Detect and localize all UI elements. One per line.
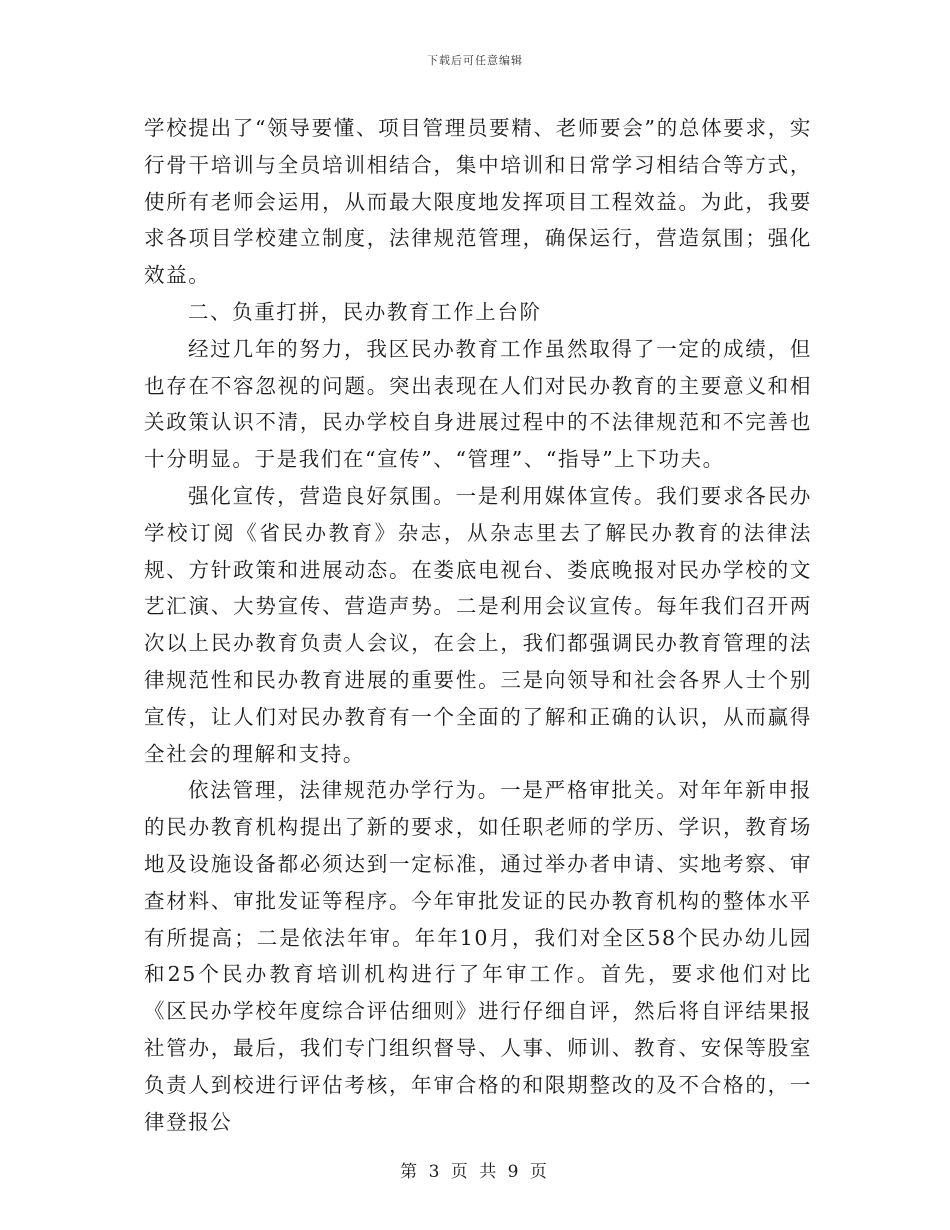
page-number: 第 3 页 共 9 页 — [400, 1162, 550, 1182]
section-heading: 二、负重打拼，民办教育工作上台阶 — [188, 299, 542, 324]
paragraph-continuation: 学校提出了“领导要懂、项目管理员要精、老师要会”的总体要求，实行骨干培训与全员培训相结合，集中培训和日常学习相结合等方式，使所有老师会运用，从而最大限度地发挥项目工程效益。为此，我要求各项目学校建立制度，法律规范管理，确保运行，营造氛围；强化效益。 — [144, 116, 812, 288]
document-body — [144, 110, 812, 1140]
paragraph-publicity: 强化宣传，营造良好氛围。一是利用媒体宣传。我们要求各民办学校订阅《省民办教育》杂志，从杂志里去了解民办教育的法律法规、方针政策和进展动态。在娄底电视台、娄底晚报对民办学校的文艺汇演、大势宣传、营造声势。二是利用会议宣传。每年我们召开两次以上民办教育负责人会议，在会上，我们都强调民办教育管理的法律规范性和民办教育进展的重要性。三是向领导和社会各界人士个别宣传，让人们对民办教育有一个全面的了解和正确的认识，从而赢得全社会的理解和支持。 — [144, 483, 812, 766]
paragraph-management: 依法管理，法律规范办学行为。一是严格审批关。对年年新申报的民办教育机构提出了新的要求，如任职老师的学历、学识，教育场地及设施设备都必须达到一定标准，通过举办者申请、实地考察、审查材料、审批发证等程序。今年审批发证的民办教育机构的整体水平有所提高；二是依法年审。年年10月，我们对全区58个民办幼儿园和25个民办教育培训机构进行了年审工作。首先，要求他们对比《区民办学校年度综合评估细则》进行仔细自评，然后将自评结果报社管办，最后，我们专门组织督导、人事、师训、教育、安保等股室负责人到校进行评估考核，年审合格的和限期整改的及不合格的，一律登报公 — [144, 778, 812, 1134]
page-header: 下载后可任意编辑 — [427, 54, 523, 67]
paragraph-problems: 经过几年的努力，我区民办教育工作虽然取得了一定的成绩，但也存在不容忽视的问题。突出表现在人们对民办教育的主要意义和相关政策认识不清，民办学校自身进展过程中的不法律规范和不完善也十分明显。于是我们在“宣传”、“管理”、“指导”上下功夫。 — [144, 336, 812, 472]
